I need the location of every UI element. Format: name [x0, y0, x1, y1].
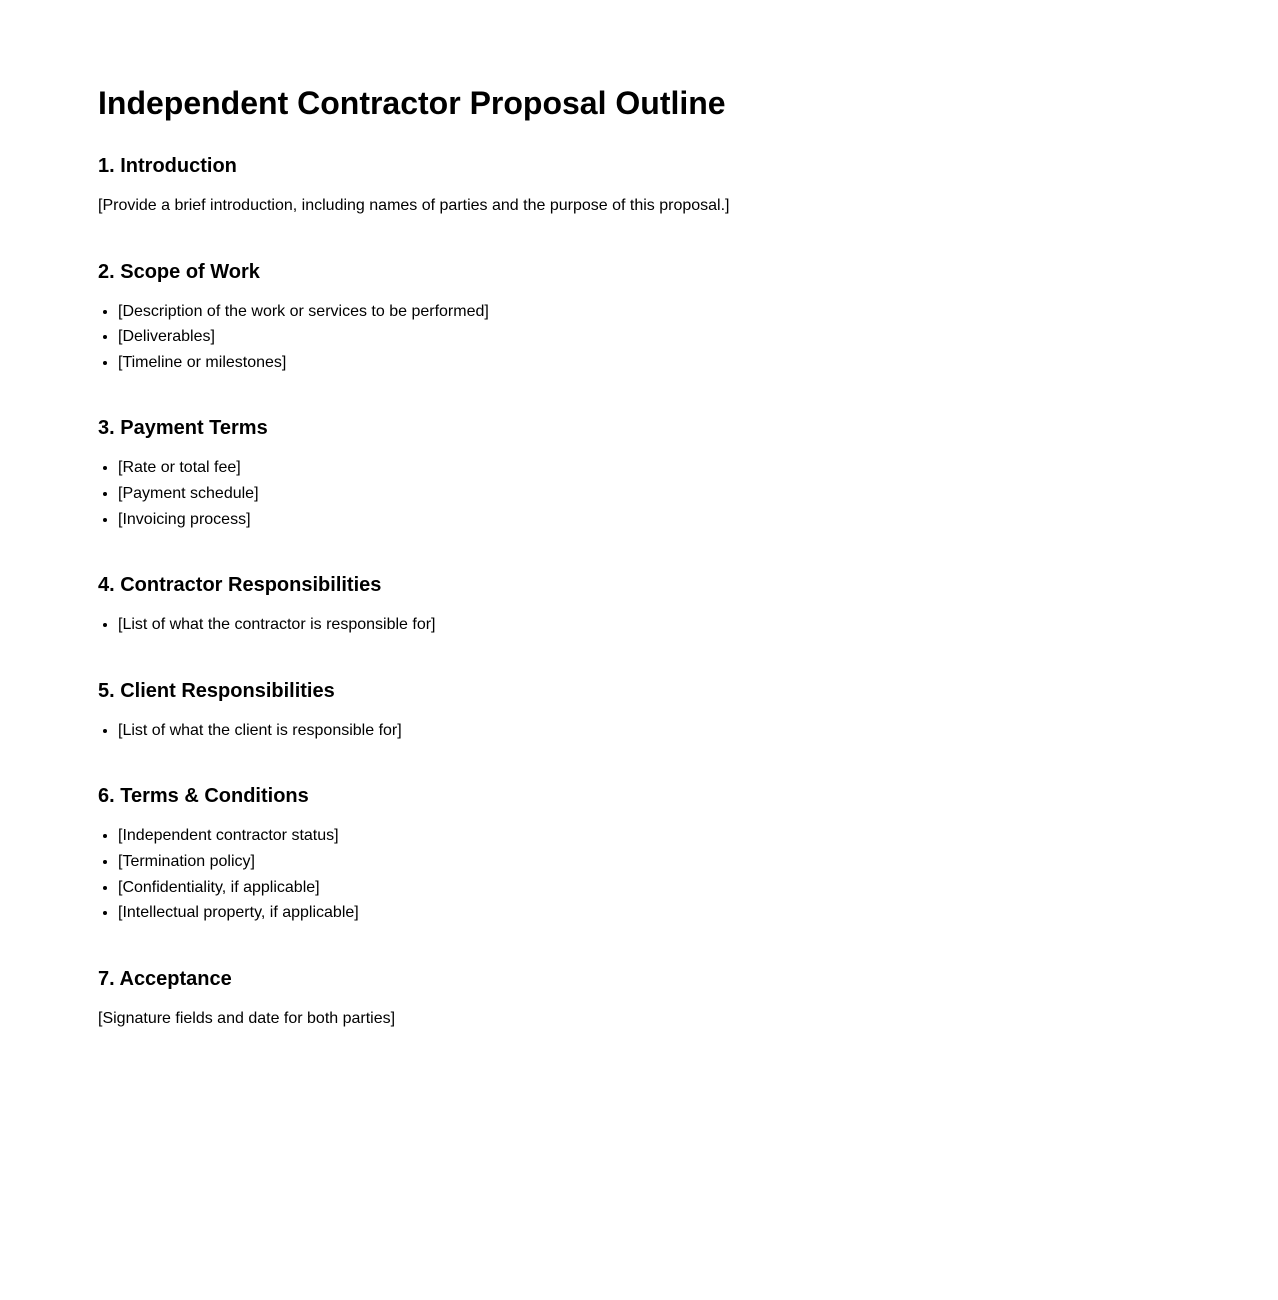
section-heading: 3. Payment Terms [98, 417, 268, 440]
list-item: • [Description of the work or services to be performed] [118, 299, 1278, 325]
list-item: • [Confidentiality, if applicable] [118, 875, 1278, 901]
list-item: • [Deliverables] [118, 324, 1278, 350]
list-item: • [Timeline or milestones] [118, 350, 1278, 376]
section-payment-terms [98, 412, 1278, 532]
bullet-list [98, 299, 1278, 376]
section-paragraph: [Signature fields and date for both parties] [98, 1009, 396, 1027]
section-heading: 5. Client Responsibilities [98, 679, 335, 702]
list-item: • [Rate or total fee] [118, 455, 1278, 481]
section-heading: 1. Introduction [98, 155, 237, 177]
bullet-list [98, 823, 1278, 925]
bullet-list [98, 718, 1278, 744]
section-introduction [98, 150, 1278, 219]
section-heading: 6. Terms & Conditions [98, 785, 309, 808]
list-item: • [Independent contractor status] [118, 823, 1278, 849]
section-heading: 2. Scope of Work [98, 260, 260, 283]
section-heading: 7. Acceptance [98, 967, 232, 990]
bullet-list [98, 612, 1278, 638]
section-heading: 4. Contractor Responsibilities [98, 574, 382, 597]
list-item: • [List of what the client is responsible for] [118, 718, 1278, 744]
list-item: • [List of what the contractor is responsible for] [118, 612, 1278, 638]
section-acceptance [98, 963, 1278, 1032]
list-item: • [Intellectual property, if applicable] [118, 900, 1278, 926]
section-contractor-responsibilities [98, 569, 1278, 638]
bullet-list [98, 455, 1278, 532]
list-item: • [Payment schedule] [118, 481, 1278, 507]
section-paragraph: [Provide a brief introduction, including names of parties and the purpose of this proposal.] [98, 197, 730, 214]
section-terms-conditions [98, 780, 1278, 925]
document-title: Independent Contractor Proposal Outline [98, 85, 726, 121]
section-scope-of-work [98, 256, 1278, 376]
list-item: • [Termination policy] [118, 849, 1278, 875]
list-item: • [Invoicing process] [118, 507, 1278, 533]
section-client-responsibilities [98, 675, 1278, 744]
